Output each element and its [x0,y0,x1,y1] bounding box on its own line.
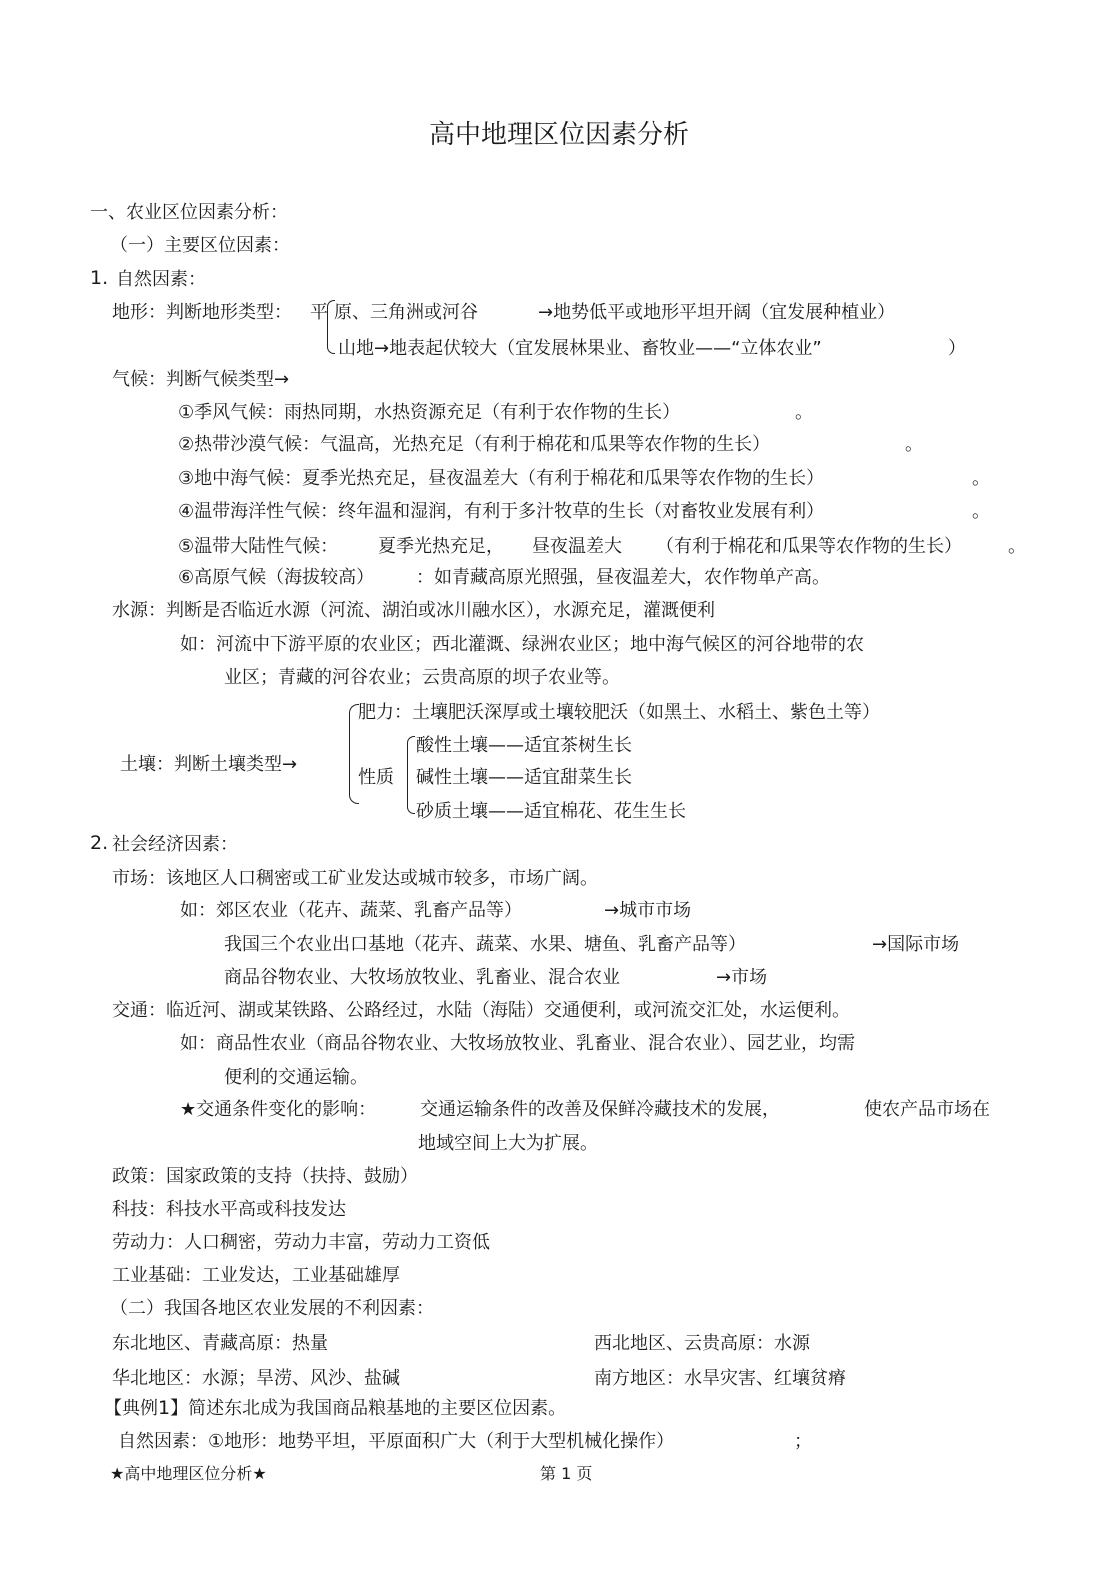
item-heading: 自然因素： [116,269,206,290]
page-number [540,1462,592,1486]
climate-item-end: 。 [972,468,990,489]
transport-example: 如：商品性农业（商品谷物农业、大牧场放牧业、乳畜业、混合农业）、园艺业，均需 [180,1033,855,1054]
soil-fertility: 肥力：土壤肥沃深厚或土壤较肥沃（如黑土、水稻土、紫色土等） [358,702,880,723]
list-number: 1. [90,267,109,289]
soil-nature-brace [407,736,415,814]
market-example: 商品谷物农业、大牧场放牧业、乳畜业、混合农业 [224,967,620,988]
page-label-prefix: 第 [540,1464,557,1483]
climate-item-end: 。 [1008,536,1026,557]
unfavorable-northwest: 西北地区、云贵高原：水源 [594,1333,810,1354]
climate-item: ①季风气候：雨热同期，水热资源充足（有利于农作物的生长） [178,402,681,423]
soil-acid: 酸性土壤——适宜茶树生长 [416,735,632,756]
water-label: 水源：判断是否临近水源（河流、湖泊或冰川融水区），水源充足，灌溉便利 [112,600,715,621]
terrain-plain: 原、三角洲或河谷 [334,302,478,323]
market-example-result: →市场 [716,967,768,988]
unfavorable-northeast: 东北地区、青藏高原：热量 [112,1333,328,1354]
market-label: 市场：该地区人口稠密或工矿业发达或城市较多，市场广阔。 [112,868,598,889]
transport-label: 交通：临近河、湖或某铁路、公路经过，水陆（海陆）交通便利，或河流交汇处，水运便利。 [112,1000,850,1021]
climate-item: ④温带海洋性气候：终年温和湿润，有利于多汁牧草的生长（对畜牧业发展有利） [178,501,825,522]
water-example: 如：河流中下游平原的农业区；西北灌溉、绿洲农业区；地中海气候区的河谷地带的农 [180,634,864,655]
soil-sandy: 砂质土壤——适宜棉花、花生生长 [416,801,686,822]
market-example-result: →城市市场 [604,900,692,921]
transport-star-label: ★交通条件变化的影响： [180,1099,377,1120]
market-example: 我国三个农业出口基地（花卉、蔬菜、水果、塘鱼、乳畜产品等） [224,934,746,955]
example-tag-open: 【典例 [104,1398,158,1419]
climate-item-end: 。 [905,434,923,455]
subsection-heading: （一）主要区位因素： [110,235,290,256]
transport-star-text: 交通运输条件的改善及保鲜冷藏技术的发展， [420,1099,780,1120]
climate-item-part: 夏季光热充足， [378,536,504,557]
terrain-plain-result: →地势低平或地形平坦开阔（宜发展种植业） [538,302,896,323]
climate-item: ③地中海气候：夏季光热充足，昼夜温差大（有利于棉花和瓜果等农作物的生长） [178,468,825,489]
soil-alkali: 碱性土壤——适宜甜菜生长 [416,767,632,788]
climate-item-part: （有利于棉花和瓜果等农作物的生长） [656,536,962,557]
soil-label: 土壤：判断土壤类型→ [120,754,298,775]
section-heading: 一、农业区位因素分析： [90,202,288,223]
item-heading: 社会经济因素： [112,834,238,855]
unfavorable-south: 南方地区：水旱灾害、红壤贫瘠 [594,1368,846,1389]
climate-item-end: 。 [795,402,813,423]
page-label-suffix: 页 [576,1464,593,1483]
transport-example-cont: 便利的交通运输。 [224,1067,368,1088]
terrain-mountain-end: ） [948,338,966,359]
soil-nature: 性质 [358,767,394,788]
example-question: 】简述东北成为我国商品粮基地的主要区位因素。 [170,1398,567,1419]
example-answer: 自然因素：①地形：地势平坦，平原面积广大（利于大型机械化操作） [118,1431,675,1452]
labor-line: 劳动力：人口稠密，劳动力丰富，劳动力工资低 [112,1232,490,1253]
climate-item-part: ：如青藏高原光照强，昼夜温差大，农作物单产高。 [416,567,830,588]
list-number: 2. [90,832,109,854]
policy-line: 政策：国家政策的支持（扶持、鼓励） [112,1166,418,1187]
transport-star-cont: 地域空间上大为扩展。 [418,1133,598,1154]
page-index: 1 [561,1464,572,1483]
climate-item: ⑥高原气候（海拔较高） [178,567,375,588]
tech-line: 科技：科技水平高或科技发达 [112,1199,346,1220]
climate-item: ⑤温带大陆性气候： [178,536,339,557]
subsection-heading: （二）我国各地区农业发展的不利因素： [110,1298,434,1319]
footer-title: ★高中地理区位分析★ [110,1464,267,1483]
market-example: 如：郊区农业（花卉、蔬菜、乳畜产品等） [180,900,522,921]
market-example-result: →国际市场 [872,934,960,955]
industry-line: 工业基础：工业发达，工业基础雄厚 [112,1265,400,1286]
example-number: 1 [158,1397,171,1419]
example-heading [104,1396,566,1421]
page-title: 高中地理区位因素分析 [428,120,689,150]
climate-label: 气候：判断气候类型→ [112,369,290,390]
climate-item-end: 。 [972,501,990,522]
terrain-label: 地形：判断地形类型： [112,302,292,323]
transport-star-text: 使农产品市场在 [864,1099,990,1120]
terrain-plain-char: 平 [310,302,328,323]
climate-item: ②热带沙漠气候：气温高，光热充足（有利于棉花和瓜果等农作物的生长） [178,434,771,455]
terrain-mountain: 山地→地表起伏较大（宜发展林果业、畜牧业——“立体农业” [338,338,822,359]
water-example-cont: 业区；青藏的河谷农业；云贵高原的坝子农业等。 [224,667,620,688]
climate-item-part: 昼夜温差大 [532,536,622,557]
example-answer-end: ； [794,1431,812,1452]
unfavorable-north-china: 华北地区：水源；旱涝、风沙、盐碱 [112,1368,400,1389]
